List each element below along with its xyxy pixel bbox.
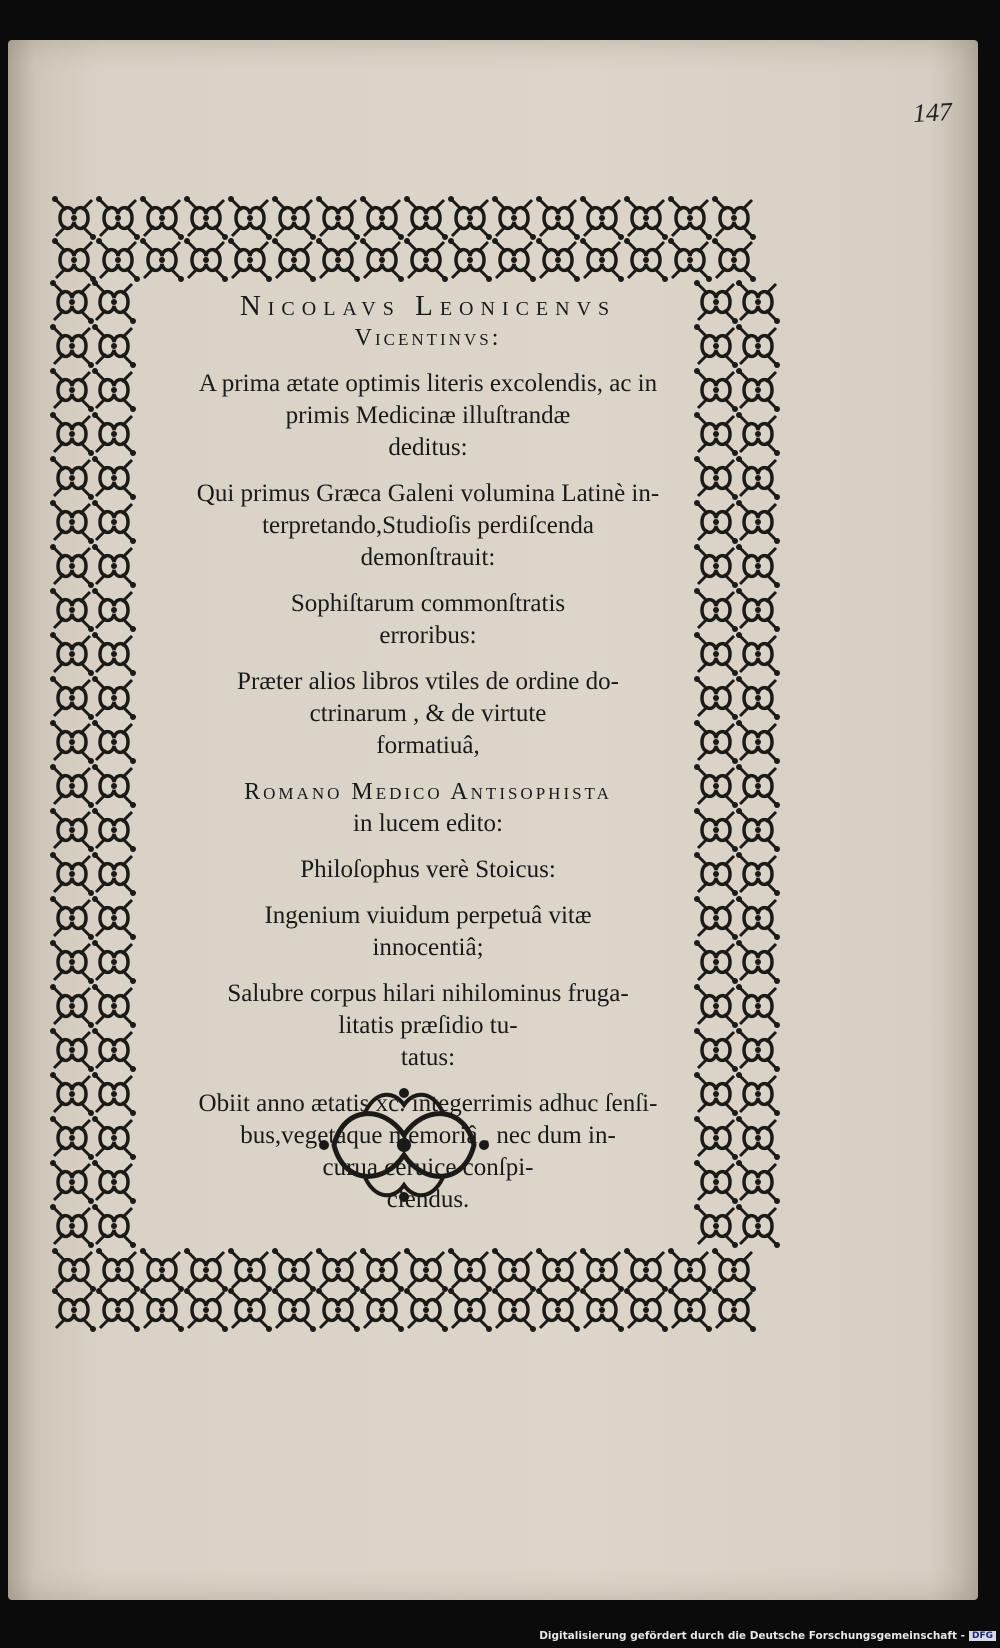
border-ornament <box>736 1160 780 1204</box>
text-line: erroribus: <box>379 622 477 649</box>
text-line: Obiit anno ætatis xc. integerrimis adhuc ſenſi- <box>198 1090 658 1117</box>
border-ornament <box>736 632 780 676</box>
border-ornament <box>96 1288 140 1332</box>
text-line: Sophiſtarum commonſtratis <box>290 590 566 617</box>
border-ornament <box>92 588 136 632</box>
border-ornament <box>92 1072 136 1116</box>
border-ornament <box>184 238 228 282</box>
border-ornament <box>50 544 94 588</box>
border-ornament <box>736 368 780 412</box>
border-ornament <box>272 238 316 282</box>
border-ornament <box>50 808 94 852</box>
border-ornament <box>50 1072 94 1116</box>
border-ornament <box>736 764 780 808</box>
border-ornament <box>736 324 780 368</box>
border-ornament <box>50 940 94 984</box>
border-ornament <box>92 1204 136 1248</box>
text-line: bus,vegetaque memoriâ , nec dum in- <box>240 1122 616 1149</box>
border-ornament <box>52 1248 96 1292</box>
border-ornament <box>736 456 780 500</box>
border-ornament <box>736 1204 780 1248</box>
border-ornament <box>92 896 136 940</box>
text-block <box>138 900 718 964</box>
border-ornament <box>448 1288 492 1332</box>
border-ornament <box>668 1288 712 1332</box>
border-ornament <box>736 280 780 324</box>
border-ornament <box>736 896 780 940</box>
text-block <box>138 854 718 886</box>
border-ornament <box>736 852 780 896</box>
border-ornament <box>140 1288 184 1332</box>
border-ornament <box>492 1248 536 1292</box>
border-ornament <box>50 368 94 412</box>
border-ornament <box>52 1288 96 1332</box>
border-ornament <box>712 238 756 282</box>
border-ornament <box>624 196 668 240</box>
dfg-logo: DFG <box>969 1631 996 1641</box>
border-ornament <box>50 1116 94 1160</box>
text-line: Salubre corpus hilari nihilominus fruga- <box>227 980 629 1007</box>
border-ornament <box>50 280 94 324</box>
text-line: Præter alios libros vtiles de ordine do- <box>237 668 619 695</box>
border-ornament <box>272 1248 316 1292</box>
text-line: litatis præſidio tu- <box>338 1012 518 1039</box>
border-ornament <box>668 196 712 240</box>
border-ornament <box>92 368 136 412</box>
text-line: innocentiâ; <box>372 934 484 961</box>
border-ornament <box>736 808 780 852</box>
border-ornament <box>184 196 228 240</box>
border-ornament <box>316 196 360 240</box>
border-ornament <box>52 238 96 282</box>
text-line: tatus: <box>400 1044 456 1071</box>
border-ornament <box>52 196 96 240</box>
border-ornament <box>50 852 94 896</box>
border-ornament <box>96 196 140 240</box>
border-ornament <box>736 1116 780 1160</box>
text-line: terpretando,Studioſis perdiſcenda <box>262 512 594 539</box>
text-block <box>138 368 718 464</box>
border-ornament <box>448 1248 492 1292</box>
border-ornament <box>50 500 94 544</box>
text-line: formatiuâ, <box>376 732 480 759</box>
border-ornament <box>92 632 136 676</box>
footer-text: Digitalisierung gefördert durch die Deutsche Forschungsgemeinschaft - <box>539 1630 965 1642</box>
border-ornament <box>624 1288 668 1332</box>
border-ornament <box>50 676 94 720</box>
border-ornament <box>92 412 136 456</box>
border-ornament <box>228 1288 272 1332</box>
border-ornament <box>50 1204 94 1248</box>
text-block <box>138 478 718 574</box>
border-ornament <box>492 1288 536 1332</box>
text-line: ciendus. <box>386 1186 470 1213</box>
border-ornament <box>736 1028 780 1072</box>
border-ornament <box>228 1248 272 1292</box>
border-ornament <box>536 1248 580 1292</box>
text-line: ctrinarum , & de virtute <box>309 700 547 727</box>
digitization-footer <box>539 1630 996 1642</box>
text-line: demonſtrauit: <box>360 544 496 571</box>
border-ornament <box>50 632 94 676</box>
border-ornament <box>360 1248 404 1292</box>
epitaph-text <box>138 290 718 1230</box>
text-line: Ingenium viuidum perpetuâ vitæ <box>264 902 592 929</box>
border-ornament <box>50 984 94 1028</box>
border-ornament <box>316 238 360 282</box>
border-ornament <box>736 412 780 456</box>
title-name: Nicolavs Leonicenvs <box>239 290 617 322</box>
border-ornament <box>448 238 492 282</box>
border-ornament <box>92 456 136 500</box>
border-ornament <box>92 764 136 808</box>
border-ornament <box>92 940 136 984</box>
border-ornament <box>624 238 668 282</box>
border-ornament <box>712 1248 756 1292</box>
border-ornament <box>580 1248 624 1292</box>
border-ornament <box>50 1028 94 1072</box>
border-ornament <box>92 324 136 368</box>
border-ornament <box>492 238 536 282</box>
border-ornament <box>404 1248 448 1292</box>
border-ornament <box>360 196 404 240</box>
border-ornament <box>404 238 448 282</box>
border-ornament <box>184 1248 228 1292</box>
border-ornament <box>360 1288 404 1332</box>
border-ornament <box>736 940 780 984</box>
border-ornament <box>272 1288 316 1332</box>
border-ornament <box>536 238 580 282</box>
border-ornament <box>50 324 94 368</box>
border-ornament <box>140 1248 184 1292</box>
border-ornament <box>92 852 136 896</box>
page-number: 147 <box>912 97 953 129</box>
border-ornament <box>712 1288 756 1332</box>
border-ornament <box>736 720 780 764</box>
border-ornament <box>50 720 94 764</box>
border-ornament <box>92 500 136 544</box>
border-ornament <box>272 196 316 240</box>
border-ornament <box>96 1248 140 1292</box>
romano-continuation: in lucem edito: <box>353 810 503 837</box>
border-ornament <box>580 238 624 282</box>
border-ornament <box>316 1288 360 1332</box>
border-ornament <box>668 1248 712 1292</box>
border-ornament <box>92 808 136 852</box>
text-block <box>138 1088 718 1216</box>
border-ornament <box>736 676 780 720</box>
border-ornament <box>736 984 780 1028</box>
border-ornament <box>92 720 136 764</box>
title-origin: Vicentinvs: <box>354 325 502 351</box>
border-ornament <box>536 196 580 240</box>
border-ornament <box>50 588 94 632</box>
border-ornament <box>92 1116 136 1160</box>
border-ornament <box>404 1288 448 1332</box>
border-ornament <box>736 1072 780 1116</box>
border-ornament <box>712 196 756 240</box>
border-ornament <box>50 896 94 940</box>
border-ornament <box>92 280 136 324</box>
border-ornament <box>228 196 272 240</box>
romano-line: Romano Medico Antisophista <box>244 779 612 805</box>
border-ornament <box>92 1160 136 1204</box>
border-ornament <box>668 238 712 282</box>
text-line: Qui primus Græca Galeni volumina Latinè in- <box>196 480 660 507</box>
text-block <box>138 666 718 762</box>
text-block <box>138 978 718 1074</box>
text-line: Philoſophus verè Stoicus: <box>300 856 556 883</box>
border-ornament <box>404 196 448 240</box>
border-ornament <box>92 984 136 1028</box>
border-ornament <box>50 1160 94 1204</box>
border-ornament <box>736 544 780 588</box>
border-ornament <box>50 456 94 500</box>
border-ornament <box>184 1288 228 1332</box>
border-ornament <box>624 1248 668 1292</box>
border-ornament <box>736 588 780 632</box>
text-line: A prima ætate optimis literis excolendis, ac in <box>198 370 658 397</box>
border-ornament <box>92 544 136 588</box>
border-ornament <box>140 238 184 282</box>
text-line: primis Medicinæ illuſtrandæ <box>285 402 571 429</box>
text-line: deditus: <box>388 434 468 461</box>
border-ornament <box>92 676 136 720</box>
border-ornament <box>140 196 184 240</box>
border-ornament <box>580 196 624 240</box>
text-block <box>138 588 718 652</box>
border-ornament <box>736 500 780 544</box>
border-ornament <box>316 1248 360 1292</box>
border-ornament <box>96 238 140 282</box>
border-ornament <box>50 412 94 456</box>
book-page <box>8 40 978 1600</box>
border-ornament <box>580 1288 624 1332</box>
border-ornament <box>228 238 272 282</box>
border-ornament <box>448 196 492 240</box>
text-line: curua ceruice conſpi- <box>322 1154 534 1181</box>
border-ornament <box>92 1028 136 1072</box>
border-ornament <box>492 196 536 240</box>
border-ornament <box>50 764 94 808</box>
border-ornament <box>536 1288 580 1332</box>
border-ornament <box>360 238 404 282</box>
